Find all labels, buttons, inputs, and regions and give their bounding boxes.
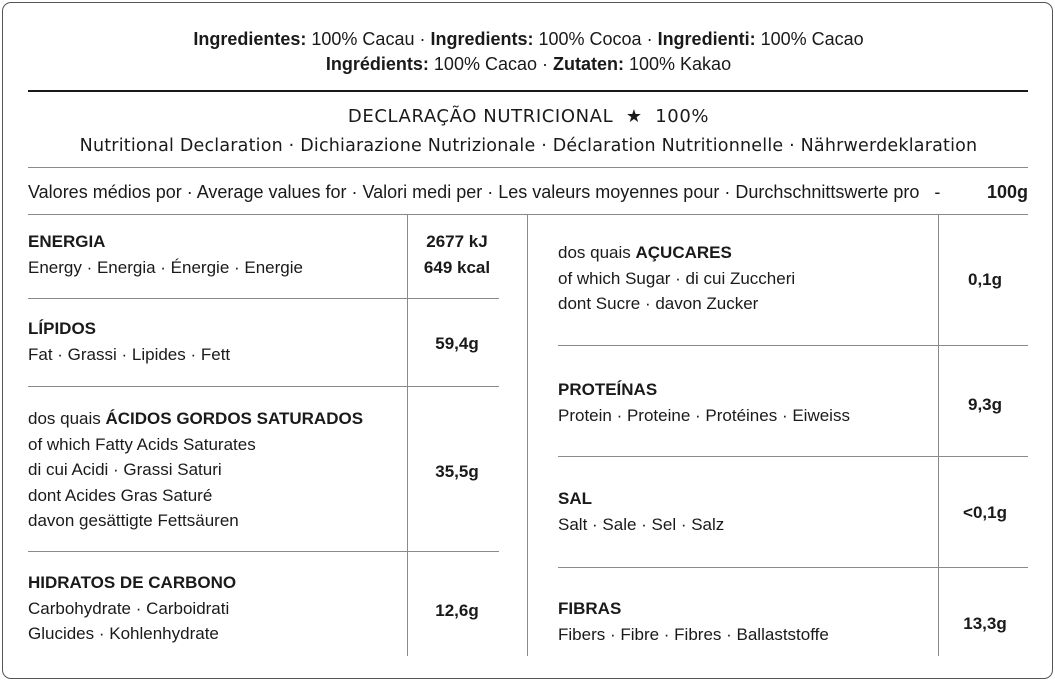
ingredients-line-1 bbox=[3, 27, 1054, 52]
nutrient-translation: davon gesättigte Fettsäuren bbox=[28, 511, 239, 530]
average-values-line bbox=[28, 179, 1028, 205]
row-divider bbox=[558, 345, 1028, 346]
row-divider bbox=[558, 456, 1028, 457]
nutrient-sugar bbox=[558, 240, 795, 317]
ingredient-label-it: Ingredienti: bbox=[657, 29, 756, 49]
nutrient-sugar-value: 0,1g bbox=[967, 270, 1003, 289]
nutrient-translations: Fat · Grassi · Lipides · Fett bbox=[28, 344, 231, 364]
nutrient-translations: Protein · Proteine · Protéines · Eiweiss bbox=[558, 405, 850, 425]
nutrient-prefix: dos quais bbox=[28, 409, 106, 428]
average-values-text: Valores médios por · Average values for · Valori medi per · Les valeurs moyennes pour · Durchschnittswerte pro - bbox=[28, 182, 941, 202]
nutrient-translation: dont Acides Gras Saturé bbox=[28, 485, 213, 505]
nutrition-label bbox=[2, 2, 1053, 679]
nutrient-name: FIBRAS bbox=[558, 599, 622, 618]
nutrient-translation: Carbohydrate · Carboidrati bbox=[28, 598, 230, 618]
nutrient-name: PROTEÍNAS bbox=[558, 380, 658, 399]
center-divider bbox=[527, 214, 528, 656]
nutrient-carbohydrate bbox=[28, 570, 236, 647]
nutrient-fiber bbox=[558, 596, 829, 647]
energy-kcal: 649 kcal bbox=[423, 257, 491, 277]
row-divider bbox=[28, 386, 499, 387]
divider-thick bbox=[28, 90, 1028, 92]
row-divider bbox=[28, 551, 499, 552]
divider bbox=[28, 167, 1028, 168]
nutrient-translation: di cui Acidi · Grassi Saturi bbox=[28, 460, 222, 479]
energy-kj: 2677 kJ bbox=[426, 232, 488, 251]
row-divider bbox=[558, 567, 1028, 568]
separator: · bbox=[414, 29, 431, 49]
declaration-title: DECLARAÇÃO NUTRICIONAL ★ 100% bbox=[347, 106, 710, 127]
separator: · bbox=[537, 54, 553, 74]
ingredient-label-pt: Ingredientes: bbox=[193, 29, 307, 49]
ingredient-value-pt: 100% Cacau bbox=[306, 29, 415, 49]
nutrient-translation: of which Fatty Acids Saturates bbox=[28, 434, 256, 454]
ingredient-value-it: 100% Cacao bbox=[755, 29, 864, 49]
nutrient-translations: Energy · Energia · Énergie · Energie bbox=[28, 257, 303, 277]
nutrient-name: SAL bbox=[558, 489, 592, 508]
nutrient-protein bbox=[558, 377, 850, 428]
nutrient-carbohydrate-value: 12,6g bbox=[435, 601, 479, 620]
nutrient-name: ÁCIDOS GORDOS SATURADOS bbox=[105, 409, 364, 428]
ingredients-line-2 bbox=[3, 52, 1054, 77]
nutrient-saturated-fat-value: 35,5g bbox=[435, 462, 479, 481]
nutrient-name: AÇUCARES bbox=[635, 243, 732, 262]
ingredient-value-en: 100% Cocoa bbox=[533, 29, 642, 49]
nutrient-energy bbox=[28, 229, 303, 280]
nutrient-saturated-fat bbox=[28, 406, 363, 534]
nutrient-translations: Fibers · Fibre · Fibres · Ballaststoffe bbox=[558, 624, 829, 644]
ingredient-value-de: 100% Kakao bbox=[624, 54, 732, 74]
average-values-amount: 100g bbox=[986, 182, 1028, 202]
nutrient-fat bbox=[28, 316, 230, 367]
row-divider bbox=[28, 298, 499, 299]
nutrient-fiber-value: 13,3g bbox=[963, 614, 1007, 633]
nutrient-name: HIDRATOS DE CARBONO bbox=[28, 573, 237, 592]
declaration-subtitle: Nutritional Declaration · Dichiarazione Nutrizionale · Déclaration Nutritionnelle · Nährwerdeklaration bbox=[79, 136, 978, 156]
nutrient-translation: Glucides · Kohlenhydrate bbox=[28, 624, 219, 643]
nutrient-translation: of which Sugar · di cui Zuccheri bbox=[558, 268, 796, 288]
ingredient-label-en: Ingredients: bbox=[430, 29, 534, 49]
nutrient-salt-value: <0,1g bbox=[963, 503, 1007, 522]
nutrient-protein-value: 9,3g bbox=[967, 395, 1003, 414]
nutrient-fat-value: 59,4g bbox=[435, 334, 479, 353]
divider bbox=[28, 214, 1028, 215]
separator: · bbox=[641, 29, 658, 49]
ingredient-value-fr: 100% Cacao bbox=[428, 54, 537, 74]
nutrient-prefix: dos quais bbox=[558, 243, 636, 262]
nutrient-salt bbox=[558, 486, 724, 537]
nutrient-name: LÍPIDOS bbox=[28, 319, 97, 338]
nutrient-energy-value bbox=[407, 229, 507, 280]
ingredient-label-de: Zutaten: bbox=[553, 54, 624, 74]
ingredient-label-fr: Ingrédients: bbox=[325, 54, 429, 74]
nutrient-translations: Salt · Sale · Sel · Salz bbox=[558, 514, 725, 534]
nutrient-name: ENERGIA bbox=[28, 232, 106, 251]
nutrient-translation: dont Sucre · davon Zucker bbox=[558, 294, 759, 313]
